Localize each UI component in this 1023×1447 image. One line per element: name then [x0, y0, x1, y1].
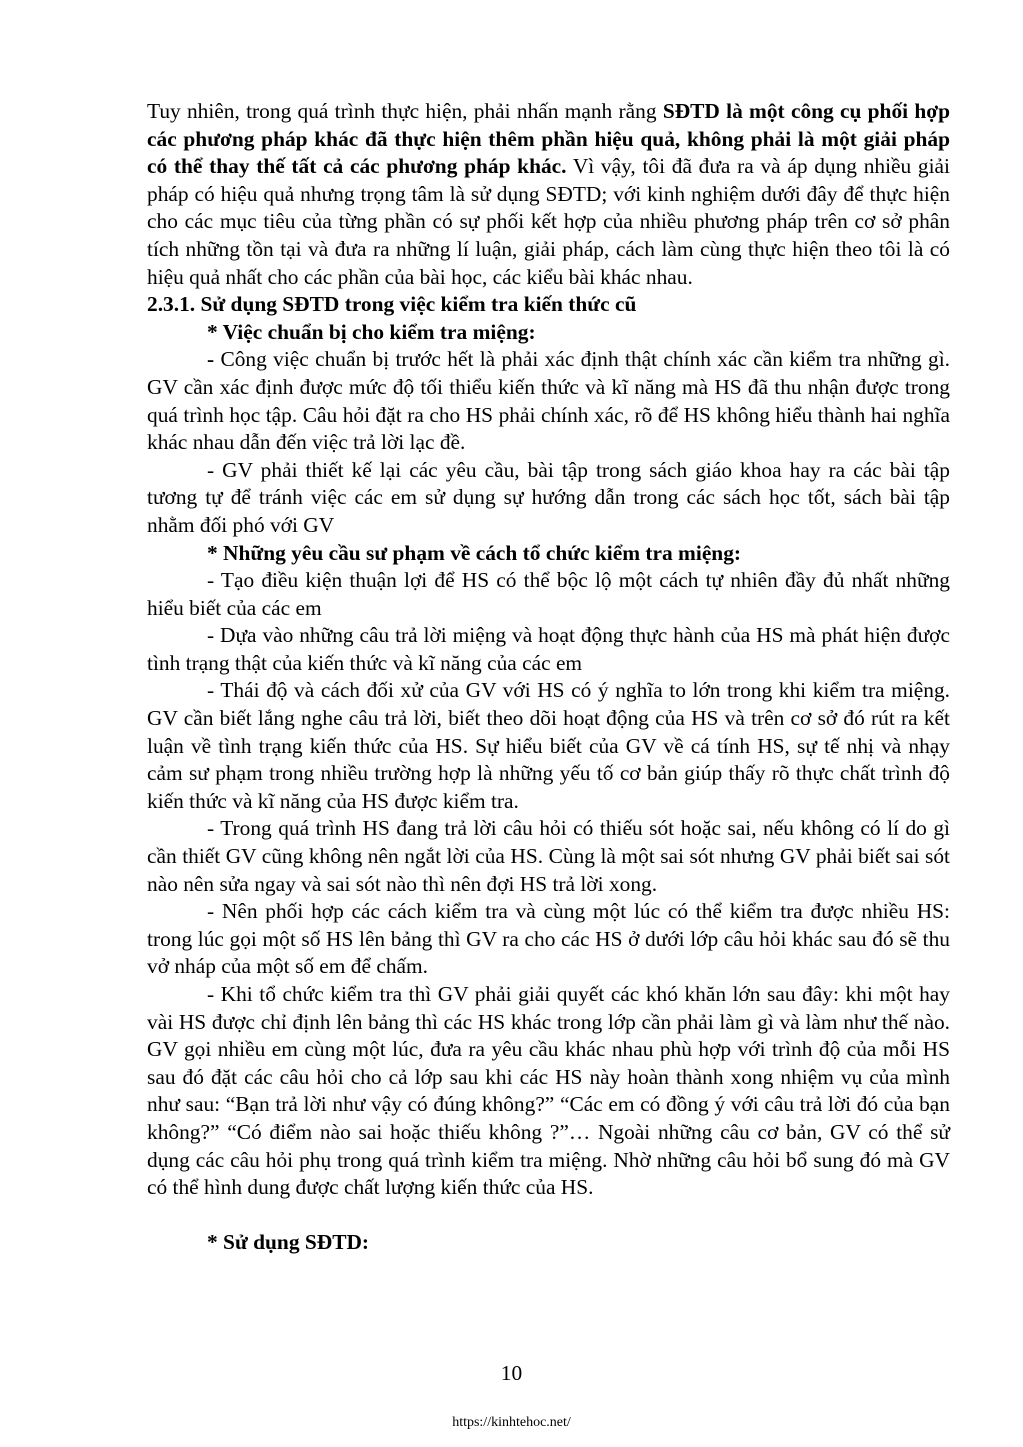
paragraph-textbook: - GV phải thiết kế lại các yêu cầu, bài tập trong sách giáo khoa hay ra các bài tập tương tự để tránh việc các em sử dụng sự hướng dẫn trong các sách học tốt, sách bài tập nhằm đối phó với GV [147, 457, 950, 537]
paragraph-preparation-text: Công việc chuẩn bị trước hết là phải xác định thật chính xác cần kiểm tra những gì. GV cần xác định được mức độ tối thiểu kiến thức và kĩ năng mà HS đã thu nhận được trong quá trình học tập. Câu hỏi đặt ra cho HS phải chính xác, rõ để HS không hiểu thành hai nghĩa khác nhau dẫn đến việc trả lời lạc đề. [147, 347, 950, 455]
section-heading: 2.3.1. Sử dụng SĐTD trong việc kiểm tra kiến thức cũ [147, 292, 637, 317]
page-number: 10 [500, 1361, 523, 1385]
paragraph-attitude: - Thái độ và cách đối xử của GV với HS có ý nghĩa to lớn trong khi kiểm tra miệng. GV cần biết lắng nghe câu trả lời, biết theo dõi hoạt động của HS và trên cơ sở đó rút ra kết luận về tình trạng kiến thức của HS. Sự hiểu biết của GV về cá tính HS, sự tế nhị và nhạy cảm sư phạm trong nhiều trường hợp là những yếu tố cơ bản giúp thấy rõ thực chất trình độ kiến thức và kĩ năng của HS được kiểm tra. [147, 678, 950, 813]
intro-text-rest: Vì vậy, tôi đã đưa ra và áp dụng nhiều giải pháp có hiệu quả nhưng trọng tâm là sử dụng SĐTD; với kinh nghiệm dưới đây để thực hiện cho các mục tiêu của từng phần có sự phối kết hợp của nhiều phương pháp trên cơ sở phân tích những tồn tại và đưa ra những lí luận, giải pháp, cách làm cùng thực hiện theo tôi là có hiệu quả nhất cho các phần của bài học, các kiểu bài khác nhau. [147, 154, 950, 289]
intro-paragraph [147, 98, 950, 291]
paragraph-organize: - Khi tổ chức kiểm tra thì GV phải giải quyết các khó khăn lớn sau đây: khi một hay vài HS được chỉ định lên bảng thì các HS khác trong lớp cần phải làm gì và làm như thế nào. GV gọi nhiều em cùng một lúc, đưa ra yêu cầu khác nhau phù hợp với trình độ của mỗi HS sau đó đặt các câu hỏi cho cả lớp sau khi các HS này hoàn thành xong nhiệm vụ của mình như sau: “Bạn trả lời như vậy có đúng không?” “Các em có đồng ý với câu trả lời đó của bạn không?” “Có điểm nào sai hoặc thiếu không ?”… Ngoài những câu cơ bản, GV có thể sử dụng các câu hỏi phụ trong quá trình kiểm tra miệng. Nhờ những câu hỏi bổ sung đó mà GV có thể hình dung được chất lượng kiến thức của HS. [147, 982, 950, 1200]
spacer [147, 1202, 950, 1229]
paragraph-conditions: - Tạo điều kiện thuận lợi để HS có thể bộc lộ một cách tự nhiên đầy đủ nhất những hiểu biết của các em [147, 568, 950, 620]
body-text [147, 98, 950, 1256]
intro-emphasis: SĐTD là một công cụ phối hợp các phương pháp khác đã thực hiện thêm phần hiệu quả, không phải là một giải pháp có thể thay thế tất cả các phương pháp khác. [147, 99, 950, 179]
dash-marker: - [207, 347, 221, 372]
subheading-requirements: * Những yêu cầu sư phạm về cách tổ chức kiểm tra miệng: [207, 540, 742, 565]
paragraph-preparation [147, 346, 950, 456]
intro-text: Tuy nhiên, trong quá trình thực hiện, phải nhấn mạnh rằng [147, 99, 663, 123]
footer-url[interactable]: https://kinhtehoc.net/ [452, 1415, 571, 1430]
paragraph-combine: - Nên phối hợp các cách kiểm tra và cùng một lúc có thể kiểm tra được nhiều HS: trong lúc gọi một số HS lên bảng thì GV ra cho các HS ở dưới lớp câu hỏi khác sau đó sẽ thu vở nháp của một số em để chấm. [147, 899, 950, 979]
subheading-use-mindmap: * Sử dụng SĐTD: [207, 1229, 370, 1254]
subheading-preparation: * Việc chuẩn bị cho kiểm tra miệng: [207, 319, 536, 344]
paragraph-answers: - Dựa vào những câu trả lời miệng và hoạt động thực hành của HS mà phát hiện được tình trạng thật của kiến thức và kĩ năng của các em [147, 623, 950, 675]
paragraph-interrupt: - Trong quá trình HS đang trả lời câu hỏi có thiếu sót hoặc sai, nếu không có lí do gì cần thiết GV cũng không nên ngắt lời của HS. Cùng là một sai sót nhưng GV phải biết sai sót nào nên sửa ngay và sai sót nào thì nên đợi HS trả lời xong. [147, 816, 950, 896]
